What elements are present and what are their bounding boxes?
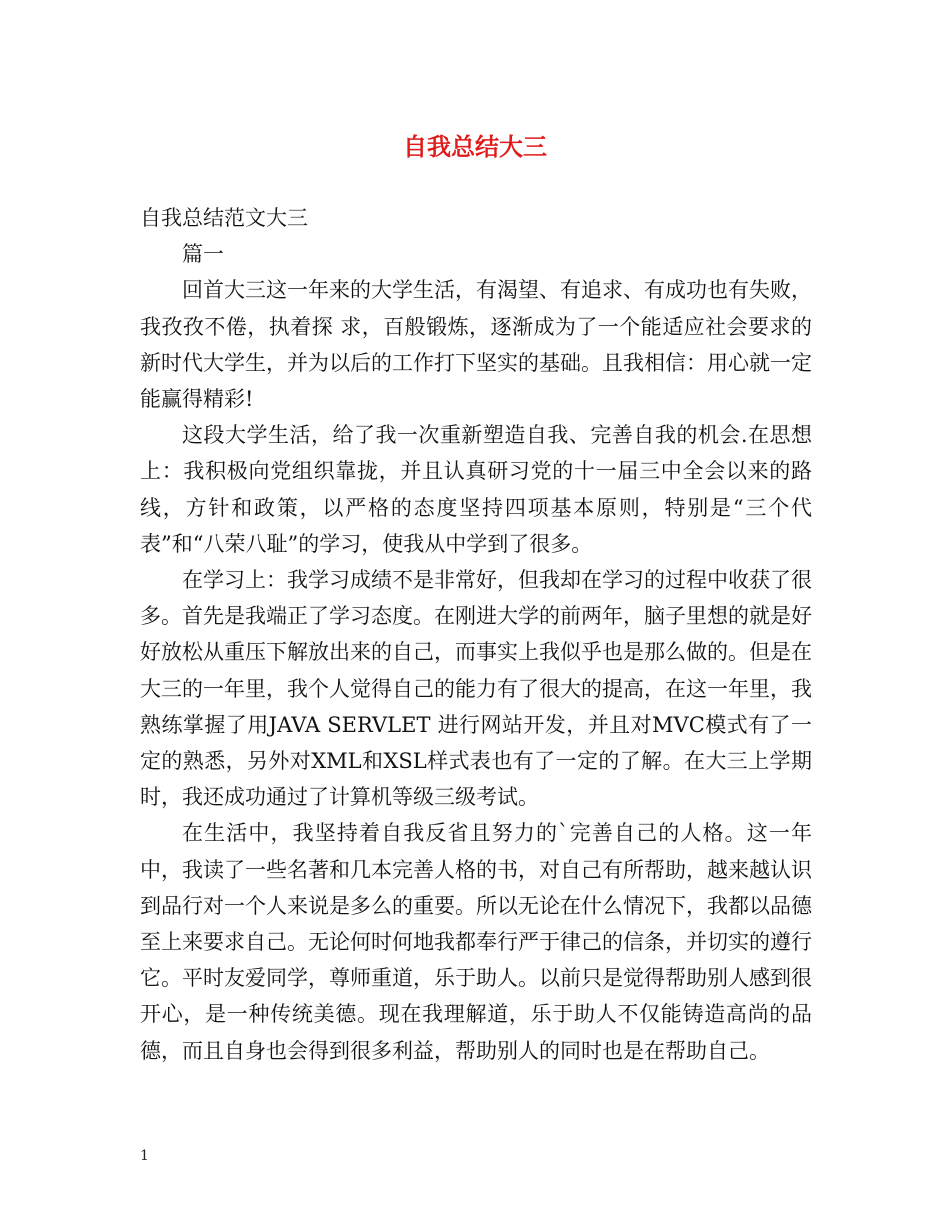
document-body (140, 200, 812, 1069)
paragraph-4: 在生活中，我坚持着自我反省且努力的`完善自己的人格。这一年中，我读了一些名著和几本完善人格的书，对自己有所帮助，越来越认识到品行对一个人来说是多么的重要。所以无论在什么情况下，我都以品德至上来要求自己。无论何时何地我都奉行严于律己的信条，并切实的遵行它。平时友爱同学，尊师重道，乐于助人。以前只是觉得帮助别人感到很开心，是一种传统美德。现在我理解道，乐于助人不仅能铸造高尚的品德，而且自身也会得到很多利益，帮助别人的同时也是在帮助自己。 (140, 821, 812, 1063)
paragraph-2: 这段大学生活，给了我一次重新塑造自我、完善自我的机会.在思想上：我积极向党组织靠拢，并且认真研习党的十一届三中全会以来的路线，方针和政策，以严格的态度坚持四项基本原则，特别是“三个代表”和“八荣八耻”的学习，使我从中学到了很多。 (140, 423, 812, 556)
section-heading: 篇一 (182, 242, 224, 267)
paragraph-1: 回首大三这一年来的大学生活，有渴望、有追求、有成功也有失败，我孜孜不倦，执着探 求，百般锻炼，逐渐成为了一个能适应社会要求的新时代大学生，并为以后的工作打下坚实的基础。且我相信：用心就一定能赢得精彩! (140, 278, 812, 412)
document-subtitle: 自我总结范文大三 (140, 206, 308, 230)
document-title: 自我总结大三 (403, 132, 547, 161)
paragraph-3: 在学习上：我学习成绩不是非常好，但我却在学习的过程中收获了很多。首先是我端正了学习态度。在刚进大学的前两年，脑子里想的就是好好放松从重压下解放出来的自己，而事实上我似乎也是那么做的。但是在大三的一年里，我个人觉得自己的能力有了很大的提高，在这一年里，我熟练掌握了用JAVA SERVLET 进行网站开发，并且对MVC模式有了一定的熟悉，另外对XML和XSL样式表也有了一定的了解。在大三上学期时，我还成功通过了计算机等级三级考试。 (140, 568, 812, 810)
page-number: 1 (140, 1148, 149, 1164)
